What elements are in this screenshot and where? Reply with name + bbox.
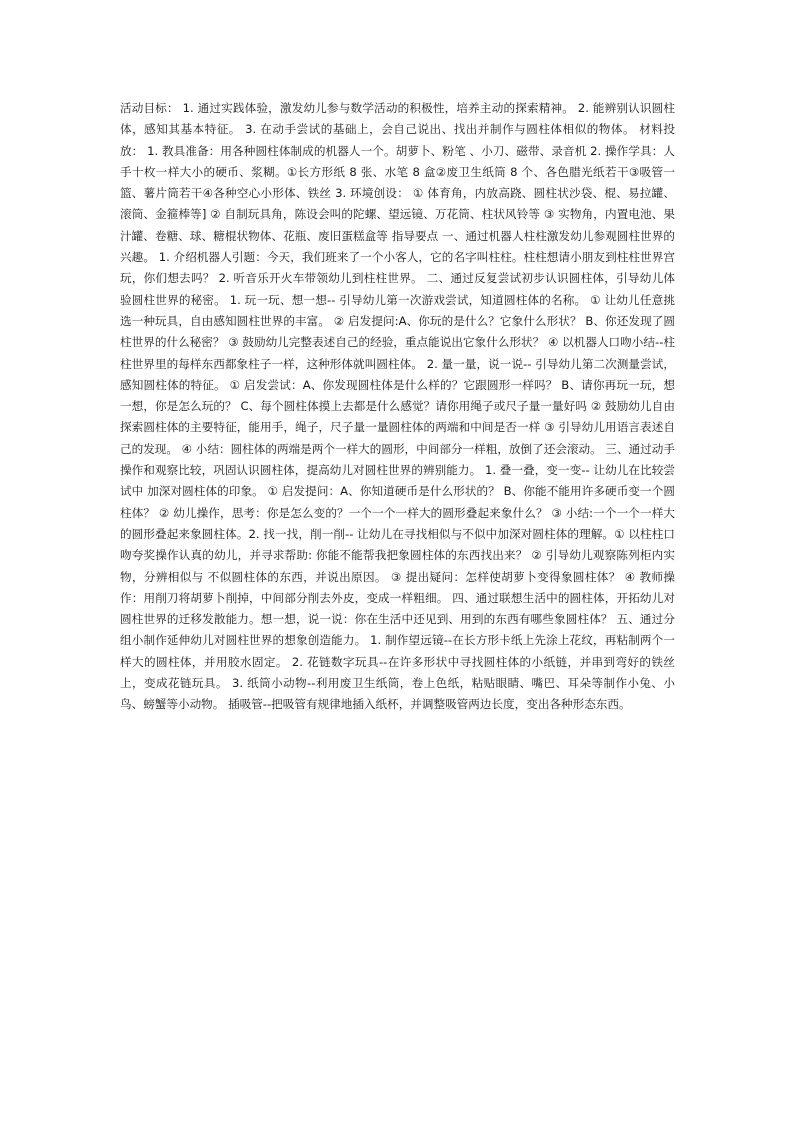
lesson-plan-text: 活动目标： 1. 通过实践体验，激发幼儿参与数学活动的积极性，培养主动的探索精神。 2. 能辨别认识圆柱体，感知其基本特征。 3. 在动手尝试的基础上，会自己说出、找出并制作与圆柱体相似的物体。 材料投放： 1. 教具准备：用各种圆柱体制成的机器人一个。胡萝卜、粉笔 、小刀、磁带、录音机 2. 操作学具：人手十枚一样大小的硬币、浆糊。①长方形纸 8 张、水笔 8 盒②废卫生纸筒 8 个、各色腊光纸若干③吸管一篮、薯片筒若干④各种空心小形体、铁丝 3. 环境创设： ① 体育角，内放高跷、圆柱状沙袋、棍、易拉罐、滚筒、金箍棒等] ② 自制玩具角，陈设会叫的陀螺、望远镜、万花筒、柱状风铃等 ③ 实物角，内置电池、果汁罐、卷糖、球、糖棍状物体、花瓶、废旧蛋糕盒等 指导要点 一、通过机器人柱柱激发幼儿参观圆柱世界的兴趣。 1. 介绍机器人引题：今天，我们班来了一个小客人，它的名字叫柱柱。柱柱想请小朋友到柱柱世界宫玩，你们想去吗？ 2. 听音乐开火车带领幼儿到柱柱世界。 二、通过反复尝试初步认识圆柱体，引导幼儿体验圆柱世界的秘密。 1. 玩一玩、想一想-- 引导幼儿第一次游戏尝试，知道圆柱体的名称。 ① 让幼儿任意挑选一种玩具，自由感知圆柱世界的丰富。 ② 启发提问:A、你玩的是什么？它象什么形状？ B、你还发现了圆柱世界的什么秘密？ ③ 鼓励幼儿完整表述自己的经验，重点能说出它象什么形状？ ④ 以机器人口吻小结--柱柱世界里的每样东西都象柱子一样，这种形体就叫圆柱体。 2. 量一量，说一说-- 引导幼儿第二次测量尝试，感知圆柱体的特征。 ① 启发尝试：A、你发现圆柱体是什么样的？它跟圆形一样吗？ B、请你再玩一玩，想一想，你是怎么玩的？ C、每个圆柱体摸上去都是什么感觉？请你用绳子或尺子量一量好吗 ② 鼓励幼儿自由探索圆柱体的主要特征，能用手，绳子，尺子量一量圆柱体的两端和中间是否一样 ③ 引导幼儿用语言表述自己的发现。 ④ 小结：圆柱体的两端是两个一样大的圆形，中间部分一样粗，放倒了还会滚动。 三、通过动手操作和观察比较，巩固认识圆柱体，提高幼儿对圆柱世界的辨别能力。 1. 叠一叠，变一变-- 让幼儿在比较尝试中 加深对圆柱体的印象。 ① 启发提问：A、你知道硬币是什么形状的？ B、你能不能用许多硬币变一个圆柱体？ ② 幼儿操作，思考：你是怎么变的？一个一个一样大的圆形叠起来象什么？ ③ 小结:一个一个一样大的圆形叠起来象圆柱体。2. 找一找，削一削-- 让幼儿在寻找相似与不似中加深对圆柱体的理解。① 以柱柱口吻夸奖操作认真的幼儿，并寻求帮助: 你能不能帮我把象圆柱体的东西找出来？ ② 引导幼儿观察陈列柜内实物，分辨相似与 不似圆柱体的东西，并说出原因。 ③ 提出疑问：怎样使胡萝卜变得象圆柱体？ ④ 教师操作：用削刀将胡萝卜削掉，中间部分削去外皮，变成一样粗细。 四、通过联想生活中的圆柱体，开拓幼儿对圆柱世界的迁移发散能力。想一想，说一说：你在生活中还见到、用到的东西有哪些象圆柱体？ 五、通过分组小制作延伸幼儿对圆柱世界的想象创造能力。 1. 制作望远镜--在长方形卡纸上先涂上花纹，再粘制两个一样大的圆柱体，并用胶水固定。 2. 花链数字玩具--在许多形状中寻找圆柱体的小纸链，并串到弯好的铁丝上，变成花链玩具。 3. 纸筒小动物--利用废卫生纸筒，卷上色纸，粘贴眼睛、嘴巴、耳朵等制作小兔、小鸟、螃蟹等小动物。 插吸管--把吸管有规律地插入纸杯，并调整吸管两边长度，变出各种形态东西。 bbox=[120, 101, 675, 712]
body-paragraph bbox=[120, 98, 675, 716]
